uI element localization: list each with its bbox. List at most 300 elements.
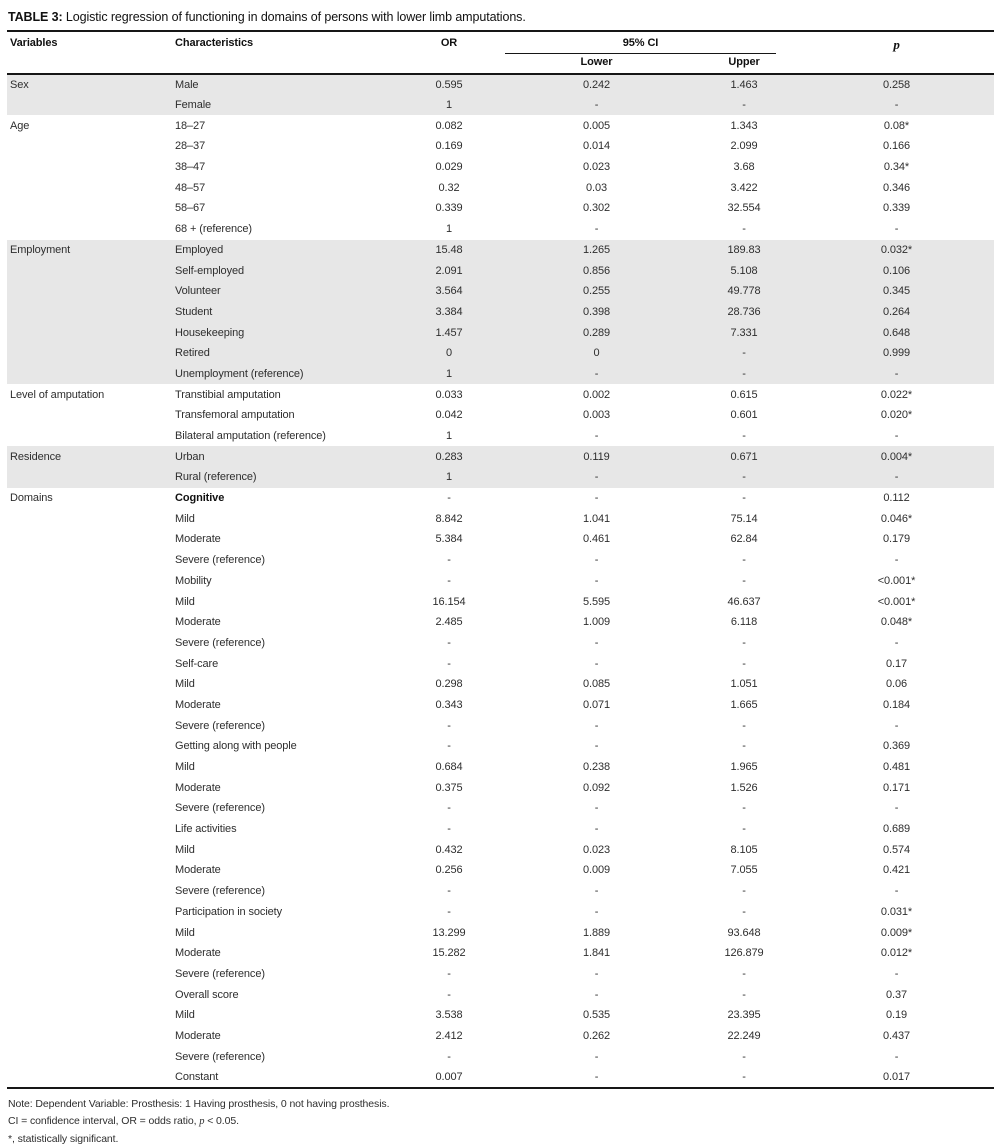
ci-group-label: 95% CI	[505, 37, 776, 54]
cell-characteristic: Severe (reference)	[175, 636, 265, 649]
cell-ci-lower: -	[504, 467, 689, 488]
note-abbrev-prefix: CI = confidence interval, OR = odds ratio,	[8, 1115, 200, 1128]
cell-ci-upper: 6.118	[730, 616, 758, 629]
cell-characteristic: Urban	[172, 446, 394, 467]
cell-variable: Level of amputation	[10, 388, 105, 401]
cell-ci-lower: 1.841	[582, 947, 611, 960]
cell-ci-lower: -	[594, 823, 599, 836]
cell-characteristic: Moderate	[175, 781, 221, 794]
cell-variable	[7, 529, 172, 550]
table-row	[7, 550, 994, 571]
cell-characteristic: Severe (reference)	[175, 554, 265, 567]
cell-characteristic: Mild	[175, 926, 195, 939]
cell-characteristic: 28–37	[175, 140, 206, 153]
cell-or: 0.283	[394, 446, 504, 467]
cell-variable	[7, 157, 172, 178]
cell-ci-lower: 0.302	[582, 202, 611, 215]
table-row	[7, 798, 994, 819]
cell-characteristic: Male	[172, 74, 394, 95]
cell-or: 1	[445, 223, 453, 236]
table-row	[7, 902, 994, 923]
table-row	[7, 777, 994, 798]
cell-ci-lower: -	[594, 554, 599, 567]
table-row	[7, 1046, 994, 1067]
cell-ci-upper: -	[742, 905, 746, 918]
table-row	[7, 467, 994, 488]
table-body	[7, 74, 994, 1088]
cell-p-value: 0.258	[799, 74, 994, 95]
cell-ci-lower: -	[504, 95, 689, 116]
cell-ci-upper: 3.68	[733, 161, 755, 174]
cell-variable	[7, 260, 172, 281]
table-row	[7, 860, 994, 881]
table-row	[7, 1005, 994, 1026]
cell-ci-upper: 0.671	[689, 446, 799, 467]
table-row	[7, 95, 994, 116]
cell-ci-lower: -	[594, 430, 599, 443]
cell-ci-lower: 0.023	[582, 161, 611, 174]
cell-characteristic: Moderate	[175, 616, 221, 629]
cell-or: 1	[394, 364, 504, 385]
cell-characteristic: Participation in society	[175, 905, 283, 918]
cell-or: -	[447, 740, 451, 753]
cell-or: -	[447, 988, 451, 1001]
cell-variable	[7, 777, 172, 798]
cell-ci-upper: -	[742, 988, 746, 1001]
cell-characteristic: 38–47	[175, 161, 206, 174]
cell-or: 0.343	[435, 698, 463, 711]
table-title-label: TABLE 3:	[8, 10, 63, 24]
table-title	[7, 0, 994, 30]
cell-characteristic: Volunteer	[172, 281, 394, 302]
cell-ci-lower: 0.289	[504, 322, 689, 343]
cell-variable	[7, 757, 172, 778]
cell-p-value: 0.009*	[880, 926, 913, 939]
table-row	[7, 881, 994, 902]
cell-or: 0.432	[435, 843, 463, 856]
cell-or: 0.007	[394, 1067, 504, 1088]
cell-variable	[7, 343, 172, 364]
cell-characteristic: Severe (reference)	[175, 967, 265, 980]
cell-characteristic: Getting along with people	[175, 740, 297, 753]
cell-ci-upper: -	[742, 554, 746, 567]
cell-or: 0.595	[394, 74, 504, 95]
table-row	[7, 1026, 994, 1047]
cell-variable	[7, 964, 172, 985]
cell-ci-upper: 1.051	[730, 678, 758, 691]
cell-or: 0.042	[435, 409, 463, 422]
cell-ci-lower: -	[594, 988, 599, 1001]
table-row	[7, 136, 994, 157]
cell-characteristic: 18–27	[175, 119, 206, 132]
cell-ci-upper: 1.965	[730, 761, 758, 774]
cell-p-value: 0.999	[799, 343, 994, 364]
cell-ci-lower: 0.009	[582, 864, 611, 877]
cell-p-value: 0.264	[799, 302, 994, 323]
cell-characteristic: Moderate	[175, 698, 221, 711]
cell-characteristic: Mild	[175, 678, 195, 691]
cell-p-value: 0.17	[886, 657, 908, 670]
cell-p-value: 0.106	[799, 260, 994, 281]
cell-ci-lower: -	[594, 719, 599, 732]
cell-p-value: 0.022*	[880, 388, 913, 401]
cell-ci-lower: -	[594, 657, 599, 670]
table-row	[7, 943, 994, 964]
cell-or: 3.538	[435, 1009, 463, 1022]
cell-or: -	[447, 905, 451, 918]
cell-ci-upper: -	[742, 636, 746, 649]
note-abbreviations	[8, 1113, 993, 1131]
cell-p-value: 0.08*	[883, 119, 910, 132]
cell-characteristic: 58–67	[175, 202, 206, 215]
cell-ci-lower: 5.595	[582, 595, 611, 608]
cell-ci-lower: -	[594, 574, 599, 587]
cell-characteristic: 68 + (reference)	[175, 223, 252, 236]
cell-p-value: <0.001*	[877, 574, 916, 587]
cell-p-value: 0.346	[883, 181, 911, 194]
cell-p-value: -	[894, 636, 899, 649]
cell-characteristic: Employed	[172, 240, 394, 261]
cell-or: -	[447, 492, 451, 505]
cell-ci-lower: 0	[504, 343, 689, 364]
cell-ci-lower: 0.398	[504, 302, 689, 323]
cell-or: -	[447, 885, 451, 898]
cell-or: 8.842	[435, 512, 463, 525]
cell-characteristic: Severe (reference)	[175, 1050, 265, 1063]
cell-variable	[7, 839, 172, 860]
cell-p-value: 0.689	[883, 823, 911, 836]
table-row	[7, 633, 994, 654]
cell-p-value: 0.369	[883, 740, 911, 753]
cell-or: 0.029	[435, 161, 463, 174]
cell-characteristic: Life activities	[175, 823, 237, 836]
note-significance: *, statistically significant.	[8, 1132, 119, 1145]
cell-p-value: 0.481	[883, 761, 911, 774]
cell-p-value: 0.046*	[880, 512, 913, 525]
cell-ci-upper: -	[689, 364, 799, 385]
table-row	[7, 736, 994, 757]
cell-ci-lower: 0.242	[504, 74, 689, 95]
cell-characteristic: Mild	[175, 761, 195, 774]
cell-ci-upper: 126.879	[724, 947, 764, 960]
cell-p-value: 0.06	[886, 678, 908, 691]
table-row	[7, 715, 994, 736]
cell-or: 3.384	[394, 302, 504, 323]
cell-variable	[7, 1005, 172, 1026]
cell-p-value: -	[799, 95, 994, 116]
cell-ci-lower: 0.238	[582, 761, 611, 774]
cell-variable	[7, 467, 172, 488]
cell-ci-upper: -	[742, 1050, 746, 1063]
table-row	[7, 240, 994, 261]
cell-characteristic: Mild	[175, 843, 195, 856]
cell-or: -	[447, 636, 451, 649]
cell-p-value: 0.339	[883, 202, 911, 215]
table-row	[7, 281, 994, 302]
table-row	[7, 198, 994, 219]
col-header-p	[799, 31, 994, 74]
cell-variable	[7, 426, 172, 447]
cell-ci-lower: -	[504, 1067, 689, 1088]
cell-ci-upper: 62.84	[730, 533, 758, 546]
cell-p-value: 0.032*	[799, 240, 994, 261]
cell-characteristic: Bilateral amputation (reference)	[175, 430, 326, 443]
cell-or: 0.082	[435, 119, 463, 132]
cell-ci-upper: 22.249	[727, 1029, 761, 1042]
cell-p-value: -	[799, 364, 994, 385]
cell-characteristic: Mild	[175, 595, 195, 608]
cell-characteristic: Self-care	[175, 657, 219, 670]
cell-ci-upper: 1.526	[730, 781, 758, 794]
cell-ci-lower: 1.041	[582, 512, 611, 525]
cell-p-value: 0.184	[883, 698, 911, 711]
cell-ci-lower: -	[594, 1050, 599, 1063]
col-header-variables: Variables	[7, 31, 172, 74]
cell-ci-lower: -	[594, 967, 599, 980]
cell-or: 0.375	[435, 781, 463, 794]
cell-variable	[7, 819, 172, 840]
cell-p-value: -	[894, 1050, 899, 1063]
cell-or: 0.169	[435, 140, 463, 153]
cell-variable	[7, 322, 172, 343]
note-dependent-variable: Note: Dependent Variable: Prosthesis: 1 Having prosthesis, 0 not having prosthesis.	[8, 1097, 390, 1110]
cell-variable	[7, 198, 172, 219]
table-row	[7, 653, 994, 674]
cell-variable	[7, 736, 172, 757]
logistic-regression-table	[7, 30, 994, 1089]
cell-ci-upper: 93.648	[727, 926, 761, 939]
cell-or: 0.32	[438, 181, 460, 194]
cell-or: 1	[445, 430, 453, 443]
cell-characteristic: Transtibial amputation	[175, 388, 281, 401]
cell-p-value: 0.37	[886, 988, 908, 1001]
table-row	[7, 922, 994, 943]
cell-or: 1.457	[394, 322, 504, 343]
cell-variable	[7, 922, 172, 943]
col-header-lower: Lower	[580, 56, 613, 68]
cell-ci-lower: 0.03	[585, 181, 607, 194]
cell-or: 15.282	[432, 947, 466, 960]
cell-variable	[7, 1046, 172, 1067]
cell-variable	[7, 136, 172, 157]
header-row-top	[7, 31, 994, 54]
table-row	[7, 405, 994, 426]
cell-variable	[7, 902, 172, 923]
cell-characteristic: Female	[172, 95, 394, 116]
table-row	[7, 612, 994, 633]
cell-p-value: 0.437	[883, 1029, 911, 1042]
cell-ci-upper: 28.736	[689, 302, 799, 323]
cell-ci-lower: -	[594, 223, 599, 236]
cell-ci-lower: 0.005	[582, 119, 611, 132]
table-row	[7, 74, 994, 95]
cell-p-value: -	[894, 802, 899, 815]
cell-ci-lower: 0.856	[504, 260, 689, 281]
cell-characteristic: Transfemoral amputation	[175, 409, 295, 422]
cell-p-value: 0.345	[799, 281, 994, 302]
p-header-label: p	[893, 37, 900, 52]
cell-variable	[7, 405, 172, 426]
cell-variable: Employment	[7, 240, 172, 261]
cell-ci-lower: -	[594, 740, 599, 753]
cell-ci-lower: -	[594, 905, 599, 918]
table-row	[7, 819, 994, 840]
cell-variable	[7, 571, 172, 592]
cell-characteristic: Mild	[175, 512, 195, 525]
cell-ci-upper: -	[742, 719, 746, 732]
cell-ci-upper: 189.83	[689, 240, 799, 261]
cell-or: -	[447, 967, 451, 980]
cell-characteristic: Severe (reference)	[175, 885, 265, 898]
table-row	[7, 508, 994, 529]
cell-p-value: 0.574	[883, 843, 911, 856]
cell-ci-lower: 0.461	[582, 533, 611, 546]
cell-ci-lower: 1.009	[582, 616, 611, 629]
cell-characteristic: Rural (reference)	[172, 467, 394, 488]
cell-ci-upper: -	[689, 95, 799, 116]
cell-ci-upper: -	[742, 430, 746, 443]
table-row	[7, 757, 994, 778]
cell-or: 16.154	[432, 595, 466, 608]
cell-ci-lower: 0.119	[504, 446, 689, 467]
cell-ci-lower: -	[594, 636, 599, 649]
cell-variable: Residence	[7, 446, 172, 467]
cell-or: 2.412	[435, 1029, 463, 1042]
cell-ci-upper: 1.463	[689, 74, 799, 95]
cell-characteristic: Moderate	[175, 1029, 221, 1042]
cell-ci-upper: 32.554	[727, 202, 761, 215]
cell-ci-upper: 49.778	[689, 281, 799, 302]
col-header-or: OR	[394, 31, 504, 74]
cell-characteristic: Overall score	[175, 988, 239, 1001]
cell-variable	[7, 943, 172, 964]
cell-variable	[7, 508, 172, 529]
table-row	[7, 260, 994, 281]
col-header-upper: Upper	[728, 56, 760, 68]
cell-ci-lower: 0.023	[582, 843, 611, 856]
cell-p-value: 0.421	[883, 864, 911, 877]
cell-variable	[7, 633, 172, 654]
cell-or: 0.298	[435, 678, 463, 691]
table-row	[7, 529, 994, 550]
cell-ci-upper: -	[742, 492, 746, 505]
cell-variable	[7, 695, 172, 716]
cell-p-value: 0.020*	[880, 409, 913, 422]
cell-ci-lower: -	[594, 885, 599, 898]
table-row	[7, 219, 994, 240]
cell-ci-upper: 0.615	[730, 388, 758, 401]
cell-characteristic: Housekeeping	[172, 322, 394, 343]
cell-ci-upper: -	[742, 740, 746, 753]
cell-p-value: 0.017	[799, 1067, 994, 1088]
cell-variable	[7, 1026, 172, 1047]
cell-ci-upper: 1.343	[730, 119, 758, 132]
cell-ci-upper: 7.331	[689, 322, 799, 343]
table-footnotes	[7, 1089, 994, 1148]
cell-ci-lower: 0.092	[582, 781, 611, 794]
table-row	[7, 177, 994, 198]
cell-ci-upper: -	[689, 343, 799, 364]
cell-characteristic: Mild	[175, 1009, 195, 1022]
cell-or: -	[447, 802, 451, 815]
cell-variable	[7, 1067, 172, 1088]
cell-characteristic: Constant	[172, 1067, 394, 1088]
cell-variable	[7, 612, 172, 633]
cell-p-value: -	[894, 430, 899, 443]
cell-variable	[7, 674, 172, 695]
cell-variable: Sex	[7, 74, 172, 95]
cell-ci-upper: 0.601	[730, 409, 758, 422]
cell-variable	[7, 881, 172, 902]
cell-variable: Domains	[10, 492, 53, 505]
cell-p-value: 0.166	[883, 140, 911, 153]
table-row	[7, 364, 994, 385]
cell-p-value: -	[894, 885, 899, 898]
cell-variable	[7, 302, 172, 323]
cell-variable	[7, 550, 172, 571]
cell-ci-upper: -	[742, 657, 746, 670]
cell-p-value: -	[894, 554, 899, 567]
cell-variable	[7, 219, 172, 240]
table-row	[7, 695, 994, 716]
table-row	[7, 488, 994, 509]
cell-ci-lower: 0.262	[582, 1029, 611, 1042]
note-abbrev-suffix: < 0.05.	[204, 1115, 239, 1128]
cell-ci-upper: 8.105	[730, 843, 758, 856]
table-row	[7, 446, 994, 467]
cell-ci-lower: 1.889	[582, 926, 611, 939]
cell-variable	[7, 95, 172, 116]
table-title-text: Logistic regression of functioning in domains of persons with lower limb amputations.	[62, 10, 526, 24]
cell-variable	[7, 591, 172, 612]
cell-p-value: <0.001*	[877, 595, 916, 608]
cell-variable	[7, 653, 172, 674]
cell-ci-upper: -	[689, 467, 799, 488]
table-row	[7, 674, 994, 695]
cell-or: 0.339	[435, 202, 463, 215]
table-row	[7, 302, 994, 323]
cell-ci-lower: 0.003	[582, 409, 611, 422]
cell-characteristic: Severe (reference)	[175, 802, 265, 815]
table-row	[7, 115, 994, 136]
cell-p-value: 0.648	[799, 322, 994, 343]
cell-ci-lower: 0.002	[582, 388, 611, 401]
cell-ci-upper: 1.665	[730, 698, 758, 711]
cell-variable	[7, 984, 172, 1005]
cell-ci-lower: -	[594, 492, 599, 505]
cell-ci-upper: -	[742, 967, 746, 980]
table-row	[7, 343, 994, 364]
cell-characteristic: Moderate	[175, 864, 221, 877]
cell-ci-upper: -	[742, 574, 746, 587]
cell-or: -	[447, 823, 451, 836]
col-header-characteristics: Characteristics	[172, 31, 394, 74]
cell-ci-upper: -	[742, 823, 746, 836]
cell-p-value: 0.048*	[880, 616, 913, 629]
cell-variable	[7, 715, 172, 736]
cell-or: 2.091	[394, 260, 504, 281]
cell-characteristic: Moderate	[175, 947, 221, 960]
table-row	[7, 157, 994, 178]
cell-ci-upper: -	[742, 802, 746, 815]
cell-or: 0.256	[435, 864, 463, 877]
cell-ci-lower: 0.085	[582, 678, 611, 691]
col-header-ci-group	[504, 31, 799, 54]
cell-ci-upper: 3.422	[730, 181, 758, 194]
cell-p-value: 0.179	[883, 533, 911, 546]
cell-characteristic: Student	[172, 302, 394, 323]
cell-variable	[7, 177, 172, 198]
